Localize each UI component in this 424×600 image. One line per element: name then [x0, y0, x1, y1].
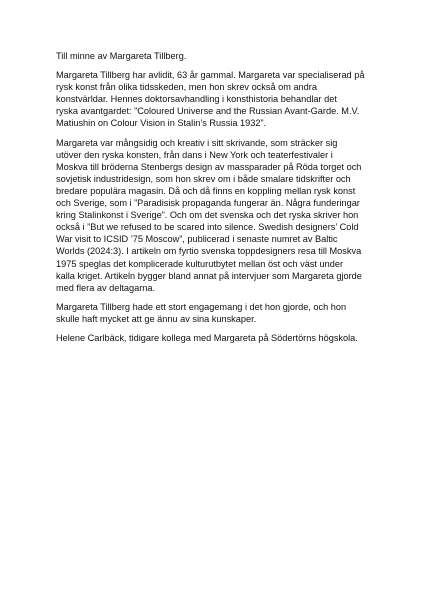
text-line: Margareta Tillberg hade ett stort engagemang i det hon gjorde, och hon — [56, 301, 347, 312]
text-line: med flera av deltagarna. — [56, 282, 156, 293]
signature-line: Helene Carlbäck, tidigare kollega med Margareta på Södertörns högskola. — [56, 332, 358, 343]
text-line: bredare populära magasin. Då och då finns en koppling mellan rysk konst — [56, 185, 356, 196]
text-line: konstvärldar. Hennes doktorsavhandling i konsthistoria behandlar det — [56, 94, 337, 105]
text-line: kring Stalinkonst i Sverige”. Och om det svenska och det ryska skriver hon — [56, 210, 359, 221]
text-line: War visit to ICSID ’75 Moscow”, publicerad i senaste numret av Baltic — [56, 234, 338, 245]
heading-line: Till minne av Margareta Tillberg. — [56, 51, 187, 61]
text-line: ryska avantgardet: ”Coloured Universe and the Russian Avant-Garde. M.V. — [56, 106, 360, 117]
signature-paragraph — [56, 332, 376, 344]
text-line: skulle haft mycket att ge ännu av sina kunskaper. — [56, 313, 257, 324]
text-line: Moskva till bröderna Stenbergs design av massparader på Röda torget och — [56, 161, 362, 172]
text-line: rysk konst från olika tidsskeden, men hon skrev också om andra — [56, 82, 317, 93]
paragraph-engagement — [56, 301, 376, 325]
document-page — [56, 50, 376, 351]
paragraph-intro — [56, 69, 376, 129]
text-line: kalla kriget. Artikeln bygger bland annat på intervjuer som Margareta gjorde — [56, 270, 362, 281]
text-line: Margareta var mångsidig och kreativ i sitt skrivande, som sträcker sig — [56, 137, 338, 148]
text-line: sovjetisk industridesign, som hon skrev om i både smalare tidskrifter och — [56, 173, 351, 184]
text-line: Matiushin on Colour Vision in Stalin’s Russia 1932”. — [56, 118, 267, 129]
text-line: 1975 speglas det komplicerade kulturutbytet mellan öst och väst under — [56, 258, 344, 269]
text-line: Margareta Tillberg har avlidit, 63 år gammal. Margareta var specialiserad på — [56, 70, 365, 81]
paragraph-writing — [56, 137, 376, 294]
text-line: också i ”But we refused to be scared into silence. Swedish designers’ Cold — [56, 222, 359, 233]
memorial-heading — [56, 50, 376, 62]
text-line: utöver den ryska konsten, från dans i New York och teaterfestivaler i — [56, 149, 333, 160]
text-line: och Sverige, som i ”Paradisisk propaganda fungerar än. Några funderingar — [56, 198, 360, 209]
text-line: Worlds (2024:3). I artikeln om fyrtio svenska toppdesigners resa till Moskva — [56, 246, 362, 257]
